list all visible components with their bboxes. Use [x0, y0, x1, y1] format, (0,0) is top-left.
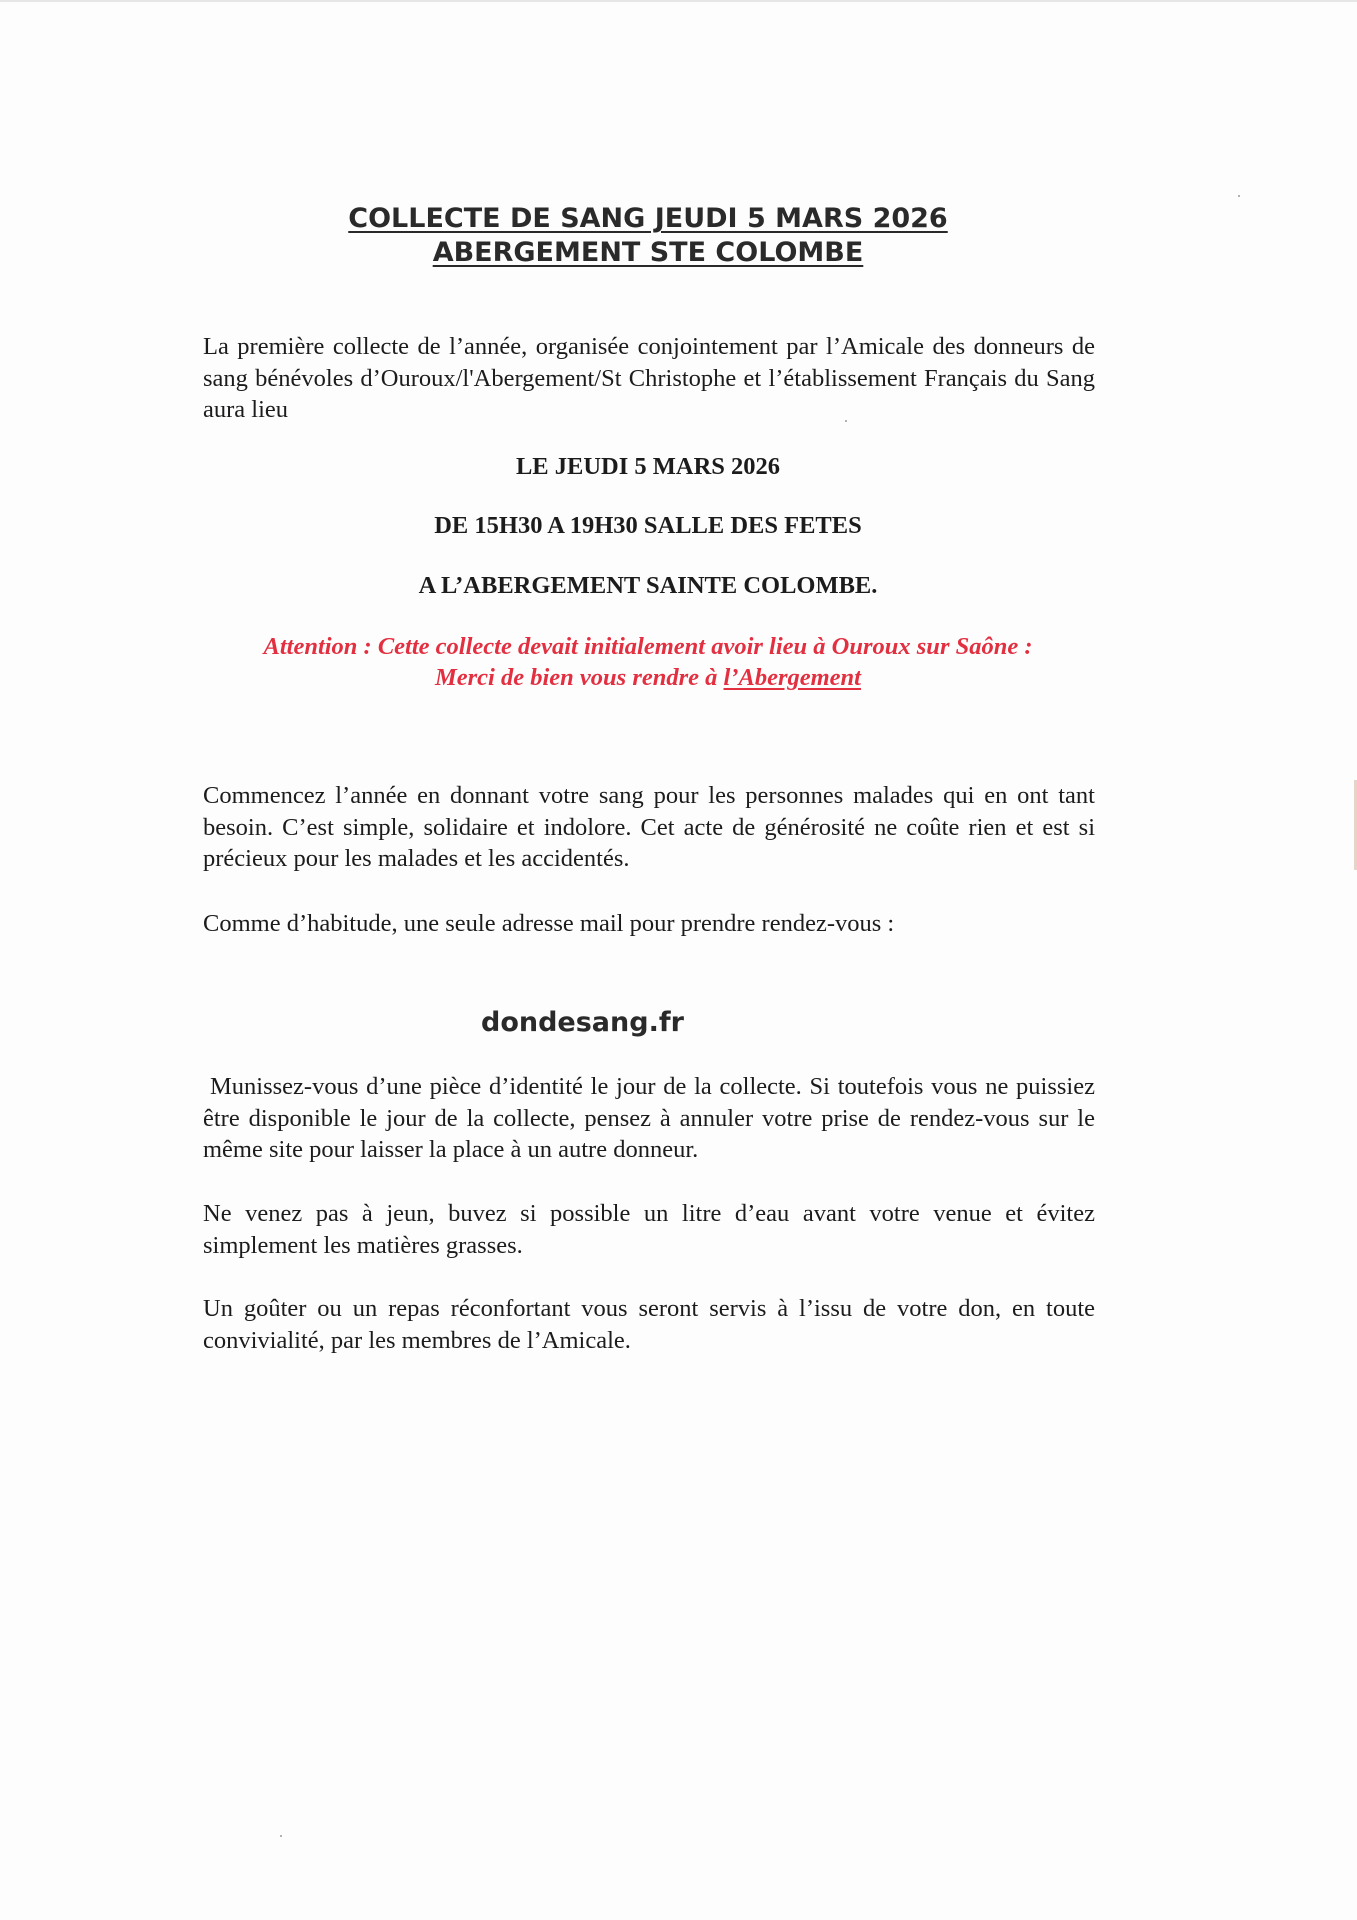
- warning-line-2: [0, 662, 1296, 693]
- body-paragraph-appointment: Comme d’habitude, une seule adresse mail pour prendre rendez-vous :: [203, 910, 895, 937]
- warning-line-1: Attention : Cette collecte devait initialement avoir lieu à Ouroux sur Saône :: [263, 633, 1033, 660]
- page-title-line-1: COLLECTE DE SANG JEUDI 5 MARS 2026: [348, 203, 948, 234]
- body-paragraph-donate: Commencez l’année en donnant votre sang pour les personnes malades qui en ont tant besoin. C’est simple, solidaire et indolore. Cet acte de générosité ne coûte rien et est si précieux pour les malades et les accidentés.: [203, 782, 1095, 872]
- scan-speck: [280, 1835, 282, 1837]
- intro-paragraph: La première collecte de l’année, organisée conjointement par l’Amicale des donneurs de sang bénévoles d’Ouroux/l'Abergement/St Christophe et l’établissement Français du Sang aura lieu: [203, 333, 1095, 423]
- event-place: A L’ABERGEMENT SAINTE COLOMBE.: [418, 572, 878, 599]
- body-paragraph-snack: Un goûter ou un repas réconfortant vous seront servis à l’issu de votre don, en toute convivialité, par les membres de l’Amicale.: [203, 1295, 1095, 1354]
- scan-speck: [845, 420, 847, 422]
- website-address: dondesang.fr: [481, 1007, 684, 1038]
- scan-speck: [1238, 195, 1240, 197]
- warning-location-underlined: l’Abergement: [723, 664, 861, 691]
- body-paragraph-fasting: Ne venez pas à jeun, buvez si possible un litre d’eau avant votre venue et évitez simplement les matières grasses.: [203, 1200, 1095, 1259]
- event-date: LE JEUDI 5 MARS 2026: [515, 453, 781, 480]
- scan-edge-top: [0, 0, 1357, 2]
- event-time-venue: DE 15H30 A 19H30 SALLE DES FETES: [434, 512, 862, 539]
- page-title-line-2: ABERGEMENT STE COLOMBE: [432, 237, 864, 268]
- body-paragraph-identity: Munissez-vous d’une pièce d’identité le jour de la collecte. Si toutefois vous ne puissiez être disponible le jour de la collecte, pensez à annuler votre prise de rendez-vous sur le même site pour laisser la place à un autre donneur.: [203, 1073, 1095, 1163]
- warning-prefix: Merci de bien vous rendre à: [434, 664, 724, 691]
